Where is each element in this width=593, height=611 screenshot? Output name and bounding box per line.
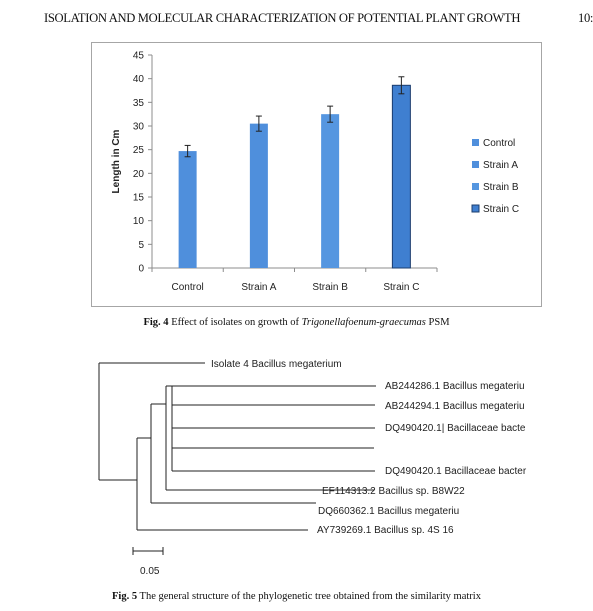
legend-label: Control	[483, 138, 516, 149]
figure-4-chart	[91, 42, 542, 307]
figure-4-species: Trigonellafoenum-graecumas	[301, 317, 426, 328]
tree-taxon-label: AB244286.1 Bacillus megateriu	[385, 381, 525, 392]
figure-5-caption-text: The general structure of the phylogenetic tree obtained from the similarity matrix	[139, 591, 481, 602]
phylogenetic-tree	[0, 340, 593, 580]
y-tick-label: 40	[132, 74, 144, 86]
figure-4-label: Fig. 4	[143, 317, 169, 328]
tree-taxon-label: DQ660362.1 Bacillus megateriu	[318, 506, 460, 517]
page-number: 10:	[578, 11, 593, 25]
y-tick-label: 35	[132, 97, 144, 109]
legend-label: Strain C	[483, 204, 520, 215]
legend-label: Strain B	[483, 182, 519, 193]
y-tick-label: 0	[138, 263, 144, 275]
tree-taxon-label: AB244294.1 Bacillus megateriu	[385, 401, 525, 412]
bar	[179, 151, 197, 268]
legend-swatch	[472, 139, 479, 146]
tree-taxon-label: Isolate 4 Bacillus megaterium	[211, 359, 342, 370]
y-tick-label: 15	[132, 192, 144, 204]
x-tick-label: Strain C	[383, 282, 420, 293]
y-tick-label: 10	[132, 216, 144, 228]
x-tick-label: Strain B	[312, 282, 348, 293]
bar-chart-svg	[92, 43, 543, 308]
x-tick-label: Strain A	[241, 282, 277, 293]
y-tick-label: 25	[132, 145, 144, 157]
figure-5-label: Fig. 5	[112, 591, 138, 602]
running-header-title: ISOLATION AND MOLECULAR CHARACTERIZATION OF POTENTIAL PLANT GROWTH	[44, 11, 521, 25]
bar	[250, 124, 268, 268]
bar	[392, 85, 410, 268]
y-tick-label: 20	[132, 168, 144, 180]
y-tick-label: 45	[132, 50, 144, 62]
tree-taxon-label: DQ490420.1 Bacillaceae bacter	[385, 466, 527, 477]
figure-4-caption-suffix: PSM	[428, 317, 450, 328]
tree-taxon-label: EF114313.2 Bacillus sp. B8W22	[322, 486, 465, 497]
tree-taxon-label: AY739269.1 Bacillus sp. 4S 16	[317, 525, 454, 536]
x-tick-label: Control	[171, 282, 204, 293]
figure-5-caption	[0, 591, 593, 602]
bar	[321, 114, 339, 268]
legend-label: Strain A	[483, 160, 519, 171]
legend-swatch	[472, 183, 479, 190]
y-axis-title: Length in Cm	[111, 129, 122, 194]
legend-swatch	[472, 161, 479, 168]
scale-bar-label: 0.05	[140, 566, 160, 577]
running-header	[44, 11, 593, 27]
figure-4-caption	[0, 317, 593, 328]
figure-4-caption-text: Effect of isolates on growth of	[171, 317, 300, 328]
y-tick-label: 5	[138, 239, 144, 251]
y-tick-label: 30	[132, 121, 144, 133]
tree-taxon-label: DQ490420.1| Bacillaceae bacte	[385, 423, 526, 434]
legend-swatch	[472, 205, 479, 212]
